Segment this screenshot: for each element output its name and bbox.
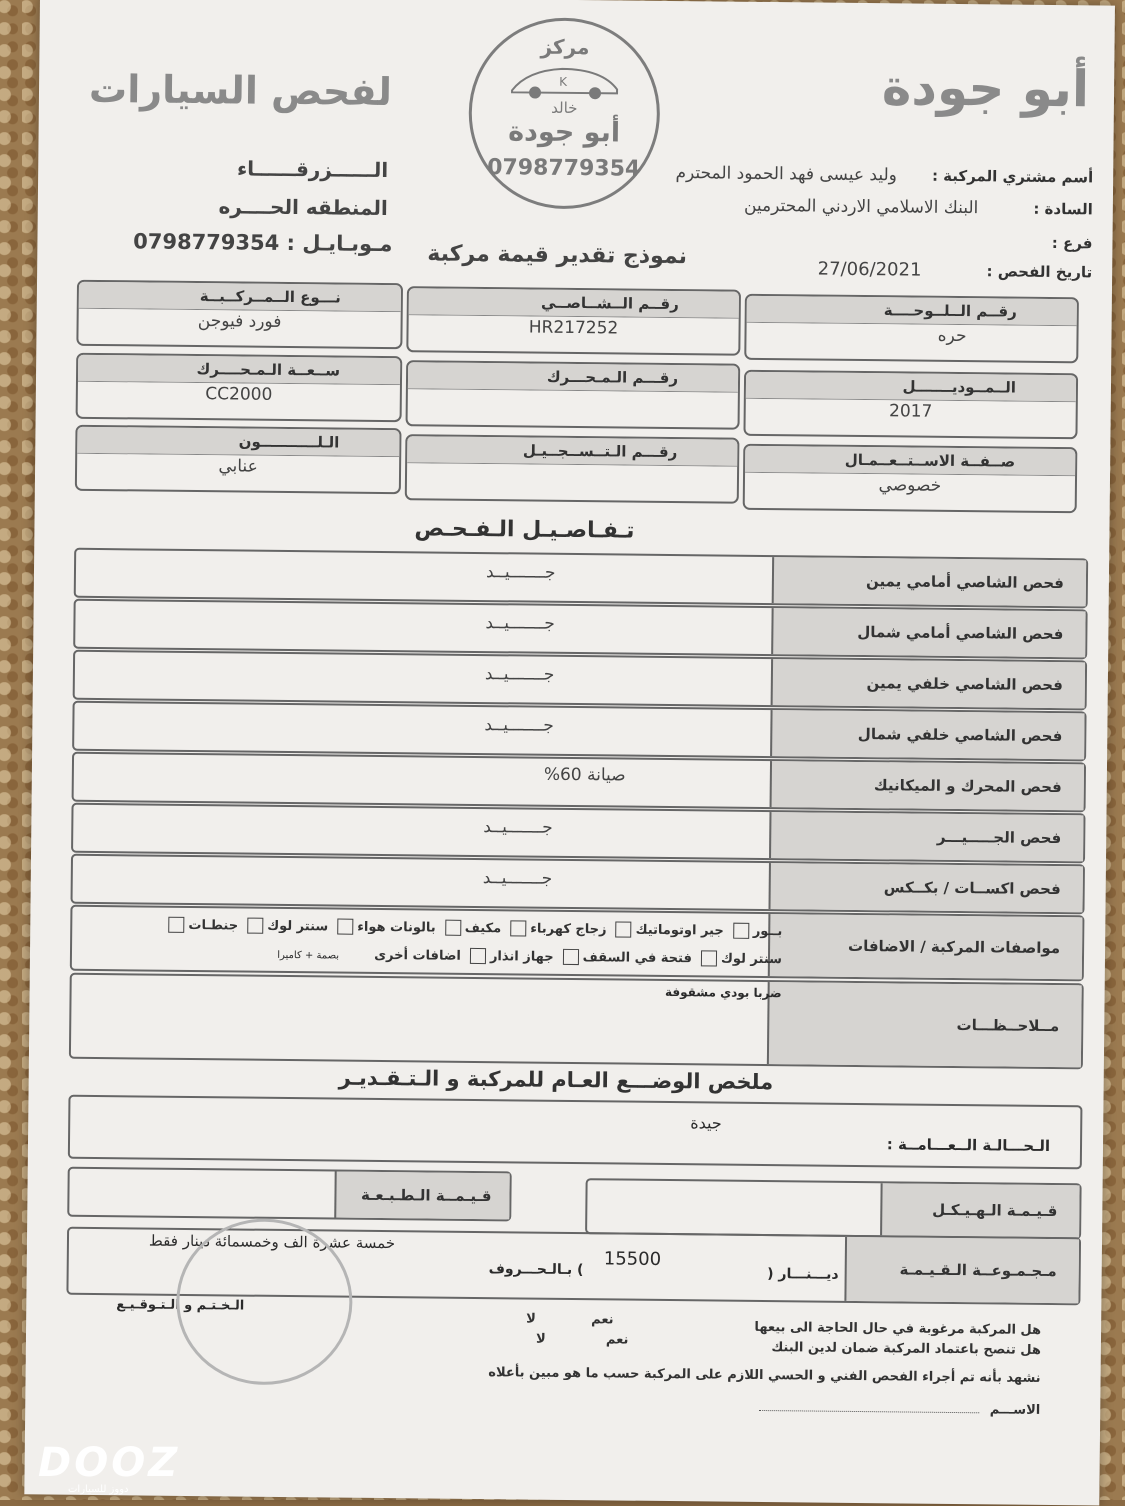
features-options-line1 [82, 913, 782, 939]
box-vehicle-type [76, 280, 403, 349]
print-value-label: قـيـمــة الـطـبـعـة [334, 1172, 509, 1220]
checkbox-power-windows[interactable] [510, 920, 526, 936]
logo-top-text: مركز [540, 34, 590, 60]
name-field [759, 1400, 1040, 1418]
usage-value: خصوصي [878, 475, 942, 496]
checkbox-rims[interactable] [168, 916, 184, 932]
car-icon [507, 60, 622, 101]
box-model-year [743, 370, 1078, 439]
plate-label: رقــم الــلــوحــــة [747, 296, 1077, 326]
row-value: جـــــــيــد [484, 715, 554, 736]
usage-label: صــفــة الاســتــعــمـال [745, 446, 1075, 476]
option-rims: جنطـات [188, 917, 239, 934]
row-value: جـــــــيــد [485, 613, 555, 634]
box-chassis-number [406, 286, 741, 355]
engine-number-label: رقـــم الـمـحـــرك [408, 362, 738, 392]
condition-label: الـحـــالـة الــعـــامــة : [886, 1135, 1051, 1156]
engine-capacity-label: ســعــة الـمـحــــرك [78, 355, 400, 385]
vehicle-type-value: فورد فيوجن [197, 311, 282, 332]
option-boor: بــور [752, 923, 783, 940]
watermark-caption: دووز للسيارات [68, 1484, 129, 1495]
row-label: فحص الشاصي خلفي شمال [770, 710, 1084, 759]
form-title: نموذج تقدير قيمة مركبة [427, 241, 688, 270]
option-power-windows: زجاج كهرباء [530, 921, 607, 938]
option-airbags: بالونات هواء [357, 919, 436, 936]
option-ac: مكيف [464, 920, 502, 937]
row-label: فحص الشاصي أمامي شمال [771, 608, 1085, 657]
option-sunroof: فتحة في السقف [582, 950, 692, 967]
checkbox-ac[interactable] [445, 919, 461, 935]
model-label: الــمــوديـــــــل [746, 372, 1076, 402]
signature-label: الـخـتـم و الـتـوقـيـع [116, 1297, 245, 1314]
checkbox-sunroof[interactable] [563, 948, 579, 964]
row-label: فحص المحرك و الميكانيك [770, 761, 1084, 810]
row-value: صيانة 60% [543, 764, 626, 786]
box-plate-number [744, 294, 1079, 363]
general-condition-row [68, 1095, 1083, 1170]
buyer-label: أسم مشتري المركبة : [931, 166, 1094, 187]
box-color [75, 425, 402, 494]
chassis-value: HR217252 [528, 317, 619, 339]
row-value: جـــــــيــد [484, 664, 555, 685]
structure-value-label: قـيـمـة الـهـيـكـل [880, 1183, 1080, 1237]
to-value: البنك الاسلامي الاردني المحترمين [743, 195, 979, 219]
branch-label: فرع : [1051, 233, 1093, 253]
checkbox-boor[interactable] [733, 922, 749, 938]
checkbox-center-lock[interactable] [701, 950, 717, 966]
features-row [70, 905, 1085, 982]
question-approval: هل تنصح باعتماد المركبة ضمان لدين البنك [771, 1340, 1041, 1358]
logo-owner-text: خالد [551, 98, 578, 118]
option-alarm: جهاز انذار [489, 949, 554, 965]
option-central-lock: سنتر لوك [267, 918, 329, 935]
inspection-row-gearbox [71, 803, 1085, 864]
brand-name-right: أبو جودة [881, 58, 1090, 119]
center-logo-stamp [468, 17, 661, 210]
inspection-row-rear-left-chassis [72, 701, 1086, 762]
answer-yes-1[interactable]: نعم [591, 1312, 614, 1328]
name-label: الاســـم [989, 1402, 1041, 1418]
row-label: فحص اكســات / بكــكس [768, 863, 1082, 912]
address-zone: المنطقه الحــــره [218, 194, 388, 221]
buyer-field [653, 163, 1093, 188]
row-value: جـــــــيــد [482, 868, 553, 889]
chassis-label: رقــم الــشــاصــي [409, 288, 739, 318]
to-field [653, 195, 1093, 220]
model-value: 2017 [888, 401, 933, 422]
checkbox-central-lock[interactable] [247, 917, 263, 933]
summary-heading: ملخص الوضـــع العـام للمركبة و الـتـقـديـر [338, 1065, 774, 1095]
registration-label: رقـــم الـتــســجــيـل [407, 436, 737, 466]
answer-yes-2[interactable]: نعم [605, 1332, 629, 1348]
box-engine-number [406, 360, 741, 429]
total-words: خمسة عشرة الف وخمسمائة دينار فقط [148, 1231, 396, 1253]
logo-phone-text: 0798779354 [487, 155, 641, 182]
option-other-additions: اضافات أخرى [374, 947, 461, 964]
date-label: تاريخ الفحص : [986, 262, 1093, 282]
row-label: فحص الجـــــيـــر [769, 812, 1083, 861]
row-value: جـــــــيــد [483, 817, 553, 838]
notes-label: مــلاحــظـــات [767, 982, 1082, 1067]
inspection-row-rear-right-chassis [73, 650, 1087, 711]
details-heading: تـفـاصـيـل الـفـحـص [414, 516, 635, 544]
dinar-label: ديـــنـــار ( [767, 1266, 839, 1283]
box-registration-number [405, 434, 740, 503]
branch-field [652, 229, 1092, 253]
features-label: مواصفات المركبة / الاضافات [768, 914, 1083, 979]
inspection-row-front-right-chassis [74, 548, 1088, 609]
row-label: فحص الشاصي أمامي يمين [772, 557, 1086, 606]
notes-row [69, 973, 1084, 1070]
watermark-logo: DOOZ [38, 1440, 181, 1486]
option-center-lock: سنتر لوك [720, 951, 783, 968]
buyer-value: وليد عيسى فهد الحمود المحترم [675, 163, 898, 186]
total-number: 15500 [603, 1248, 662, 1270]
inspection-row-engine-mechanics [72, 752, 1086, 813]
address-mobile [92, 229, 392, 256]
features-options-line2 [182, 942, 782, 967]
box-engine-capacity [76, 353, 403, 422]
condition-value: جيدة [690, 1113, 722, 1133]
print-value-row [67, 1167, 511, 1222]
plate-value: حره [937, 325, 967, 347]
row-label: فحص الشاصي خلفي يمين [771, 659, 1085, 708]
mobile-label: مـوبـايـل : [286, 230, 393, 257]
to-label: السادة : [1033, 199, 1093, 219]
notes-value: ضربا بودي مشقوفة [664, 984, 782, 1001]
box-usage-type [743, 444, 1078, 513]
brand-tagline-left: لفحص السيارات [88, 66, 393, 115]
company-stamp [175, 1218, 353, 1386]
inspection-row-axles [71, 854, 1085, 915]
date-value: 27/06/2021 [817, 258, 922, 281]
answer-no-1[interactable]: لا [526, 1311, 536, 1327]
checkbox-alarm[interactable] [470, 947, 486, 963]
mobile-number: 0798779354 [133, 229, 280, 255]
answer-no-2[interactable]: لا [535, 1331, 546, 1347]
engine-capacity-value: CC2000 [205, 384, 273, 405]
logo-name-text: أبو جودة [508, 116, 621, 149]
row-value: جـــــــيــد [485, 562, 556, 583]
color-label: الـلـــــــــــون [77, 427, 399, 457]
vehicle-type-label: نـــوع الــمــركــبــة [79, 282, 401, 312]
date-field [652, 257, 1092, 283]
declaration-text: نشهد بأنه تم أجراء الفحص الفني و الحسي اللازم على المركبة حسب ما هو مبين بأعلاه [488, 1365, 1041, 1386]
color-value: عنابي [218, 456, 258, 477]
extra-note: بصمة + كاميرا [277, 949, 340, 962]
option-automatic: جير اوتوماتيك [635, 922, 724, 939]
checkbox-airbags[interactable] [337, 918, 353, 934]
question-desirable: هل المركبة مرغوبة في حال الحاجة الى بيعها [754, 1319, 1042, 1338]
structure-value-row [585, 1178, 1082, 1239]
checkbox-automatic[interactable] [616, 921, 632, 937]
total-label: مـجـمـوعــة الـقـيـمـة [844, 1237, 1079, 1303]
address-city: الــــــزرقــــــاء [236, 156, 389, 183]
svg-text:K: K [559, 74, 568, 89]
inspection-form-page [24, 0, 1115, 1506]
inspection-row-front-left-chassis [73, 599, 1087, 660]
in-words-label: ) بـالـحـــروف [488, 1261, 584, 1279]
